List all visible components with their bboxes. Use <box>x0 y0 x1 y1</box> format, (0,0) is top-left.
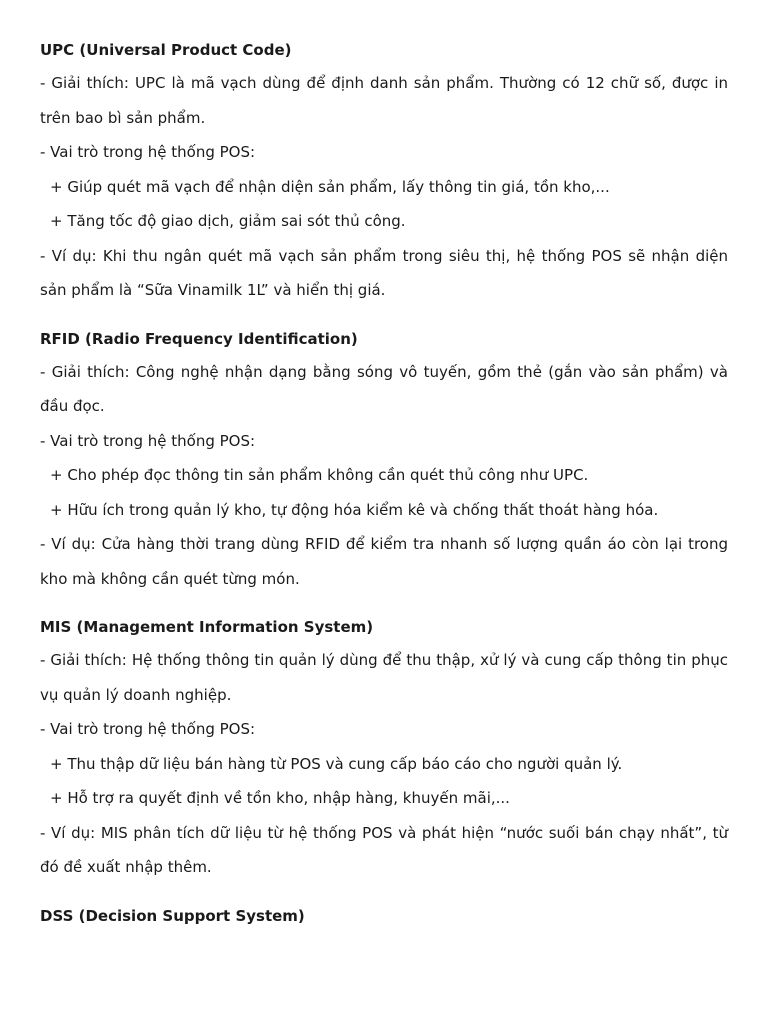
role-item: + Giúp quét mã vạch để nhận diện sản phẩm, lấy thông tin giá, tồn kho,... <box>50 177 610 196</box>
role-item: + Hữu ích trong quản lý kho, tự động hóa kiểm kê và chống thất thoát hàng hóa. <box>50 500 659 519</box>
section-spacer <box>40 885 728 903</box>
section-title: UPC (Universal Product Code) <box>40 41 292 59</box>
example-text: - Ví dụ: MIS phân tích dữ liệu từ hệ thống POS và phát hiện “nước suối bán chạy nhất”, từ đó đề xuất nhập thêm. <box>40 823 728 876</box>
explanation-text: - Giải thích: Hệ thống thông tin quản lý dùng để thu thập, xử lý và cung cấp thông tin phục vụ quản lý doanh nghiệp. <box>40 651 728 704</box>
document-page <box>40 37 728 929</box>
role-item: + Hỗ trợ ra quyết định về tồn kho, nhập hàng, khuyến mãi,... <box>50 789 510 807</box>
section-title: DSS (Decision Support System) <box>40 906 305 925</box>
example-text: - Ví dụ: Cửa hàng thời trang dùng RFID để kiểm tra nhanh số lượng quần áo còn lại trong kho mà không cần quét từng món. <box>40 535 728 588</box>
section-rfid <box>40 326 728 597</box>
section-dss <box>40 903 728 929</box>
role-label: - Vai trò trong hệ thống POS: <box>40 431 256 450</box>
role-label: - Vai trò trong hệ thống POS: <box>40 720 256 738</box>
section-spacer <box>40 308 728 326</box>
role-label: - Vai trò trong hệ thống POS: <box>40 143 256 161</box>
section-upc <box>40 37 728 308</box>
role-item: + Cho phép đọc thông tin sản phẩm không cần quét thủ công như UPC. <box>50 466 589 484</box>
role-item: + Tăng tốc độ giao dịch, giảm sai sót thủ công. <box>50 212 406 230</box>
section-mis <box>40 614 728 885</box>
section-spacer <box>40 596 728 614</box>
role-item: + Thu thập dữ liệu bán hàng từ POS và cung cấp báo cáo cho người quản lý. <box>50 754 623 773</box>
section-title: RFID (Radio Frequency Identification) <box>40 329 358 348</box>
section-title: MIS (Management Information System) <box>40 618 374 636</box>
explanation-text: - Giải thích: Công nghệ nhận dạng bằng sóng vô tuyến, gồm thẻ (gắn vào sản phẩm) và đầu đọc. <box>40 362 728 415</box>
explanation-text: - Giải thích: UPC là mã vạch dùng để định danh sản phẩm. Thường có 12 chữ số, được in trên bao bì sản phẩm. <box>40 74 728 127</box>
example-text: - Ví dụ: Khi thu ngân quét mã vạch sản phẩm trong siêu thị, hệ thống POS sẽ nhận diện sản phẩm là “Sữa Vinamilk 1L” và hiển thị giá. <box>40 246 728 299</box>
